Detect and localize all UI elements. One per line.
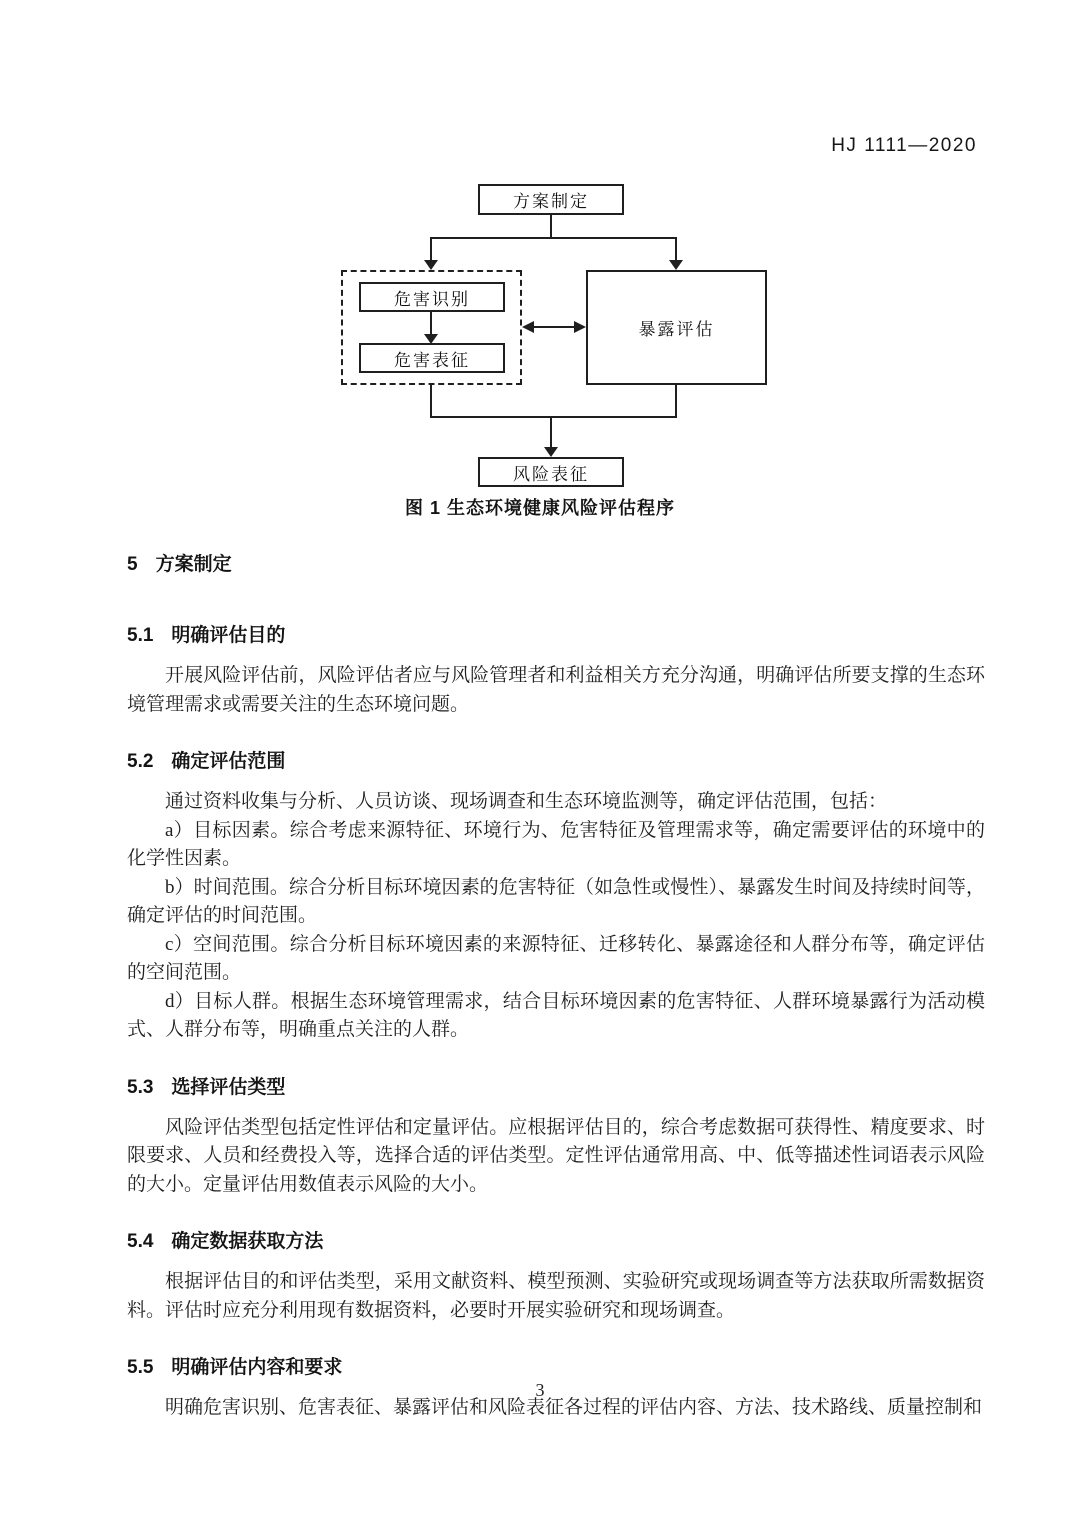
arrow-head-left: [522, 321, 534, 333]
connector-line: [675, 237, 677, 261]
connector-line: [430, 237, 677, 239]
paragraph: 风险评估类型包括定性评估和定量评估。应根据评估目的，综合考虑数据可获得性、精度要求、时限要求、人员和经费投入等，选择合适的评估类型。定性评估通常用高、中、低等描述性词语表示风险的大小。定量评估用数值表示风险的大小。: [127, 1116, 985, 1195]
doc-code-header: HJ 1111—2020: [831, 135, 977, 156]
paragraph: 通过资料收集与分析、人员访谈、现场调查和生态环境监测等，确定评估范围，包括：: [165, 791, 888, 812]
arrow-head-down: [544, 447, 558, 457]
connector-line: [675, 385, 677, 418]
flowchart-node-plan: 方案制定: [478, 184, 624, 215]
flowchart-node-hazard-char: 危害表征: [359, 343, 505, 373]
section-title: 选择评估类型: [171, 1076, 286, 1098]
arrow-head-right: [574, 321, 586, 333]
paragraph: 根据评估目的和评估类型，采用文献资料、模型预测、实验研究或现场调查等方法获取所需数据资料。评估时应充分利用现有数据资料，必要时开展实验研究和现场调查。: [127, 1271, 985, 1321]
connector-line: [430, 312, 432, 335]
arrow-head-down: [669, 260, 683, 270]
document-body: [127, 549, 985, 1423]
section-heading-5-5: [127, 1352, 985, 1379]
connector-line: [430, 416, 677, 418]
arrow-head-down: [424, 260, 438, 270]
connector-line: [550, 416, 552, 448]
page-number: 3: [535, 1380, 545, 1400]
section-title: 确定数据获取方法: [171, 1231, 324, 1252]
flowchart-node-hazard-id: 危害识别: [359, 282, 505, 312]
section-title: 方案制定: [155, 554, 232, 575]
section-title: 明确评估内容和要求: [171, 1357, 343, 1378]
list-item-b: b）时间范围。综合分析目标环境因素的危害特征（如急性或慢性）、暴露发生时间及持续时间等，确定评估的时间范围。: [127, 876, 985, 926]
connector-line: [430, 237, 432, 261]
list-item-d: d）目标人群。根据生态环境管理需求，结合目标环境因素的危害特征、人群环境暴露行为活动模式、人群分布等，明确重点关注的人群。: [127, 990, 985, 1040]
section-title: 确定评估范围: [171, 751, 286, 772]
section-heading-5-4: [127, 1226, 985, 1253]
paragraph: 明确危害识别、危害表征、暴露评估和风险表征各过程的评估内容、方法、技术路线、质量控制和: [165, 1397, 983, 1418]
section-number: 5: [127, 554, 138, 575]
section-heading-5-1: [127, 620, 985, 647]
paragraph: 开展风险评估前，风险评估者应与风险管理者和利益相关方充分沟通，明确评估所要支撑的生态环境管理需求或需要关注的生态环境问题。: [127, 665, 985, 715]
connector-line: [430, 385, 432, 418]
section-number: 5.4: [127, 1231, 154, 1252]
flowchart-node-exposure: 暴露评估: [586, 270, 767, 385]
section-number: 5.2: [127, 751, 154, 772]
section-heading-5-3: [127, 1072, 985, 1099]
connector-line: [532, 326, 576, 328]
section-number: 5.1: [127, 625, 154, 646]
list-item-a: a）目标因素。综合考虑来源特征、环境行为、危害特征及管理需求等，确定需要评估的环境中的化学性因素。: [127, 819, 985, 869]
section-heading-5: [127, 549, 985, 576]
list-item-c: c）空间范围。综合分析目标环境因素的来源特征、迁移转化、暴露途径和人群分布等，确定评估的空间范围。: [127, 933, 985, 983]
figure-caption: 图 1 生态环境健康风险评估程序: [404, 498, 675, 518]
connector-line: [550, 215, 552, 238]
section-number: 5.5: [127, 1357, 154, 1378]
section-heading-5-2: [127, 746, 985, 773]
section-number: 5.3: [127, 1076, 154, 1098]
flowchart-node-risk-char: 风险表征: [478, 457, 624, 487]
section-title: 明确评估目的: [171, 625, 286, 646]
